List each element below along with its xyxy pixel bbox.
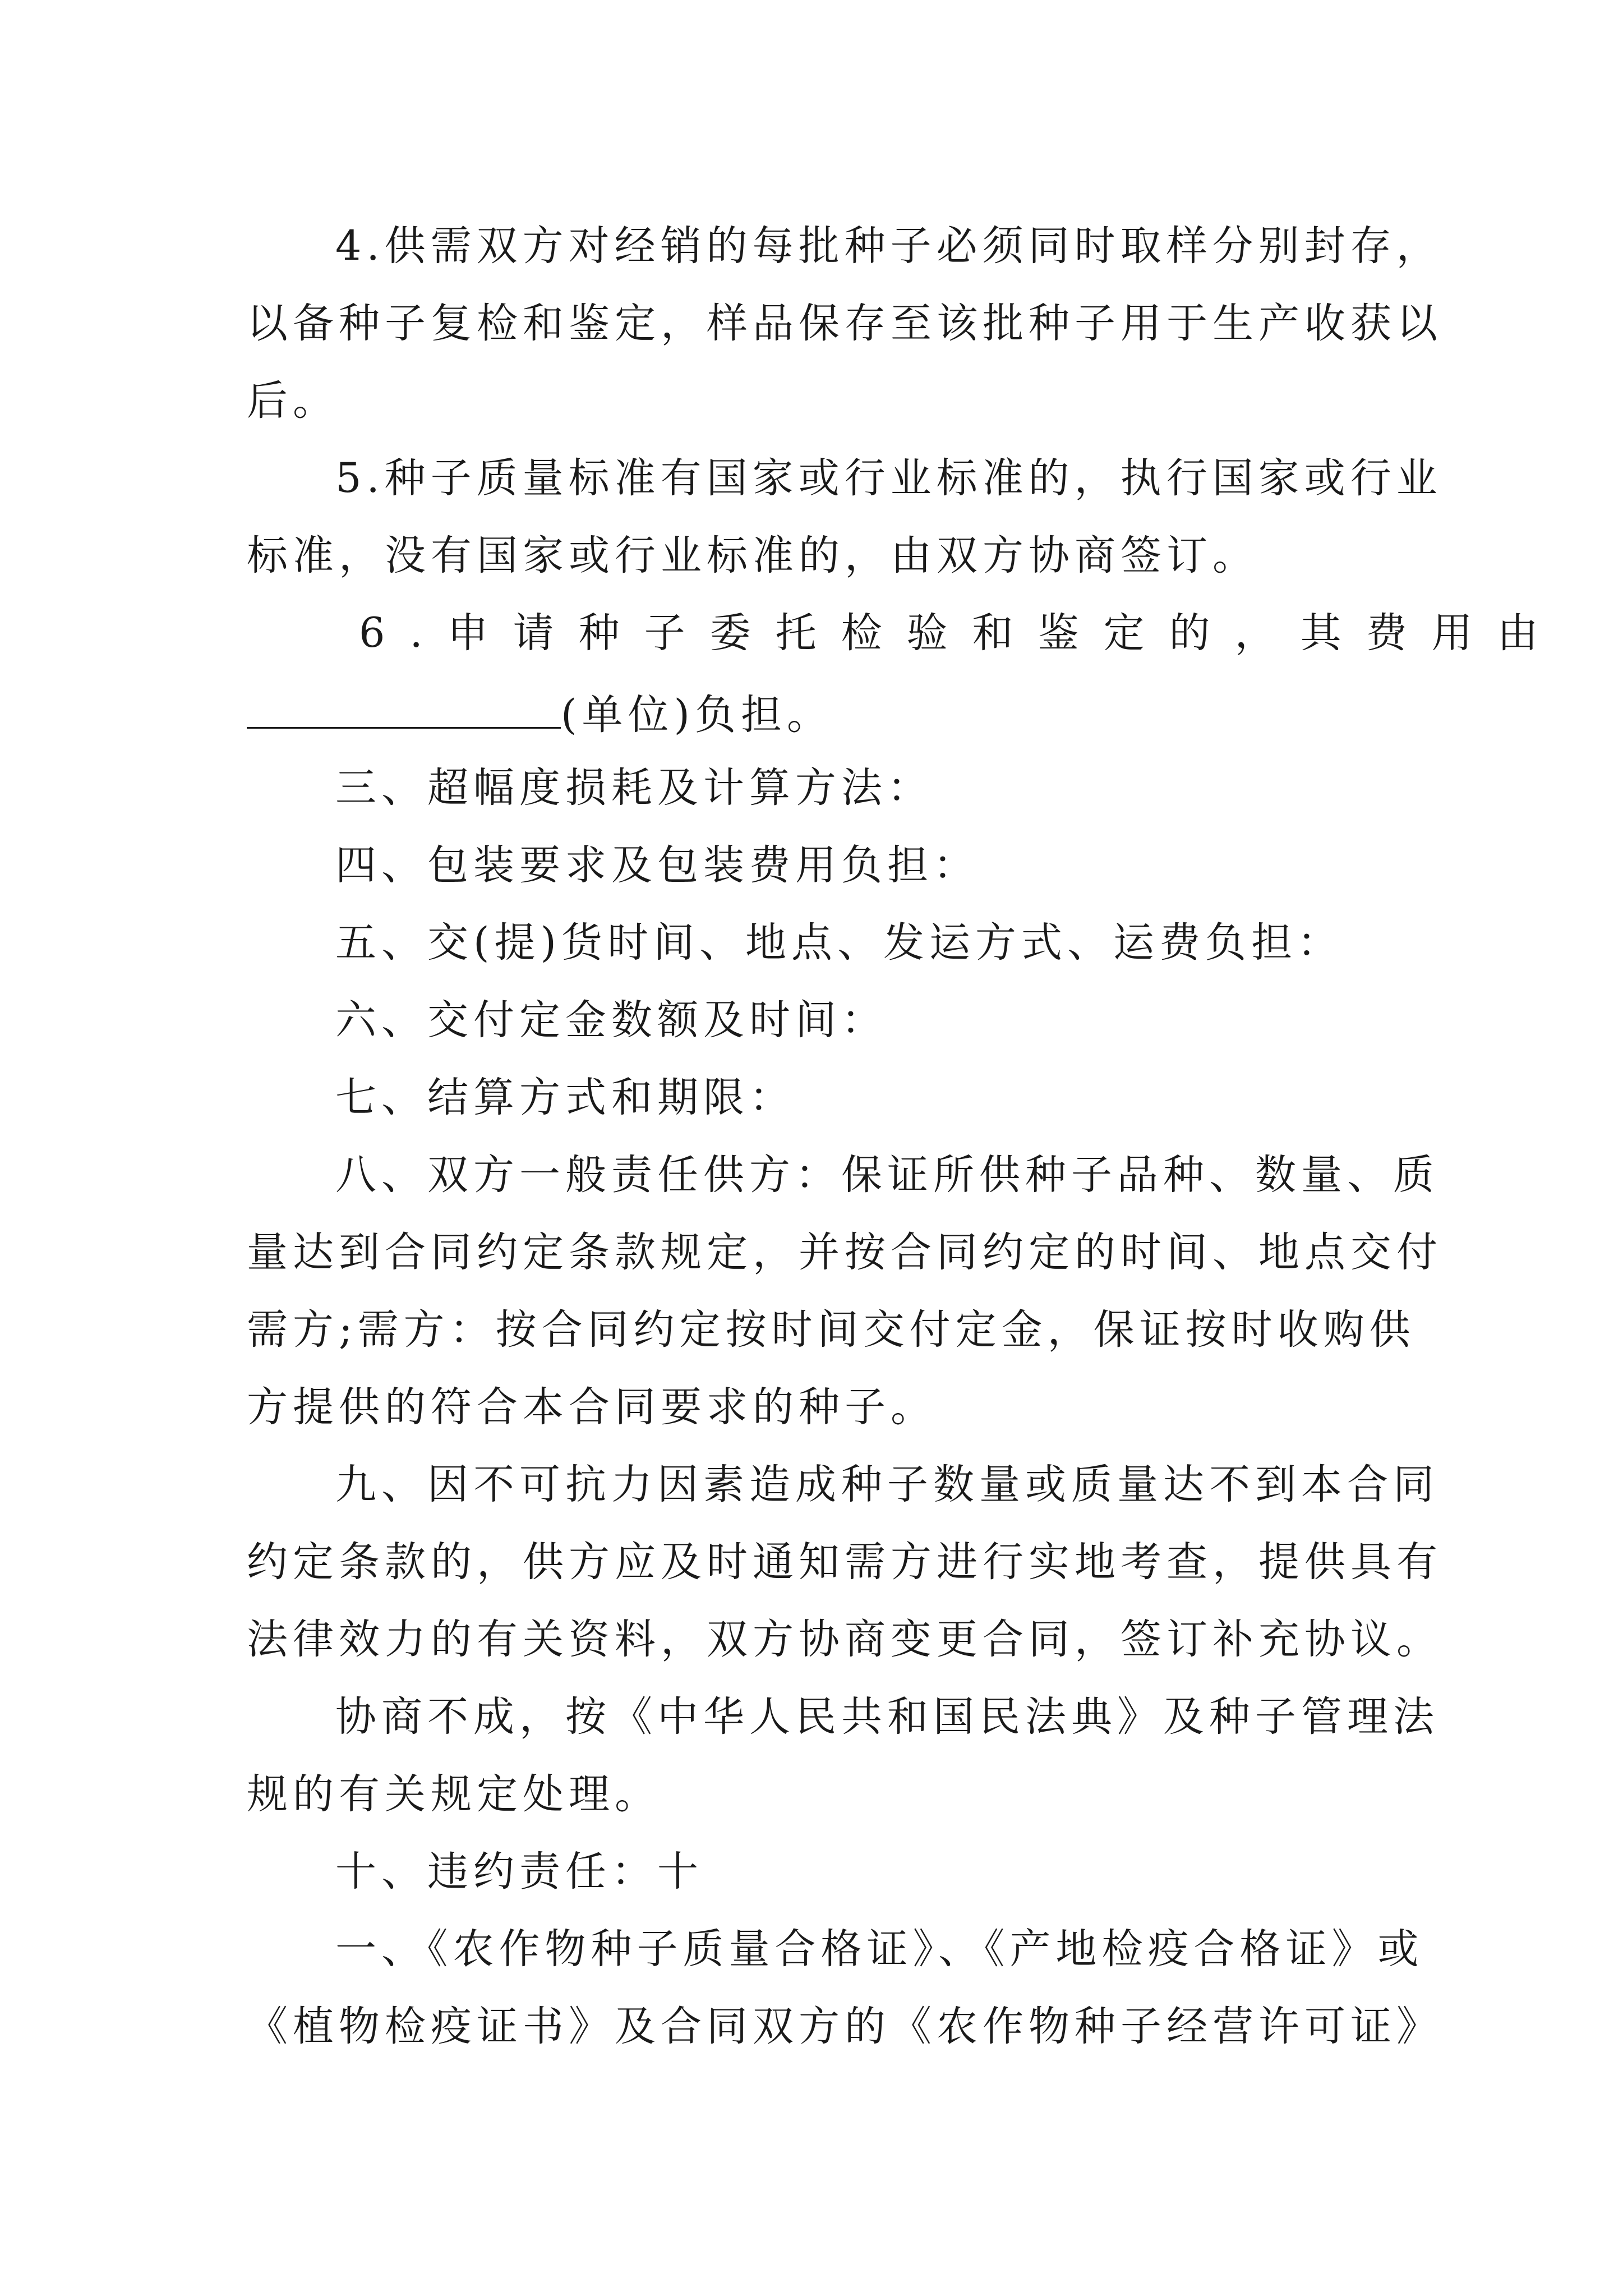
section-8-line-1: 八、双方一般责任供方：保证所供种子品种、数量、质 xyxy=(335,1151,1439,1199)
clause-5-line-2: 标准，没有国家或行业标准的，由双方协商签订。 xyxy=(247,532,1258,579)
section-8-line-3: 需方;需方：按合同约定按时间交付定金，保证按时收购供 xyxy=(247,1306,1415,1354)
clause-6-line-1: 6.申请种子委托检验和鉴定的，其费用由 xyxy=(359,609,1563,657)
clause-4-line-2: 以备种子复检和鉴定，样品保存至该批种子用于生产收获以 xyxy=(247,300,1442,347)
section-11-line-1: 一、《农作物种子质量合格证》、《产地检疫合格证》或 xyxy=(335,1925,1424,1973)
section-8-line-2: 量达到合同约定条款规定，并按合同约定的时间、地点交付 xyxy=(247,1228,1442,1276)
section-10-heading: 十、违约责任：十 xyxy=(335,1848,703,1895)
negotiation-line-2: 规的有关规定处理。 xyxy=(247,1770,661,1818)
section-8-line-4: 方提供的符合本合同要求的种子。 xyxy=(247,1383,937,1431)
fill-in-blank[interactable] xyxy=(247,690,561,729)
section-11-line-2: 《植物检疫证书》及合同双方的《农作物种子经营许可证》 xyxy=(247,2003,1442,2050)
section-7-heading: 七、结算方式和期限： xyxy=(335,1074,795,1121)
clause-4-line-3: 后。 xyxy=(247,377,339,425)
section-3-heading: 三、超幅度损耗及计算方法： xyxy=(335,764,933,812)
section-4-heading: 四、包装要求及包装费用负担： xyxy=(335,841,979,889)
negotiation-line-1: 协商不成，按《中华人民共和国民法典》及种子管理法 xyxy=(335,1693,1439,1741)
section-9-line-2: 约定条款的，供方应及时通知需方进行实地考查，提供具有 xyxy=(247,1538,1442,1586)
section-5-heading: 五、交(提)货时间、地点、发运方式、运费负担： xyxy=(335,919,1343,967)
section-9-line-1: 九、因不可抗力因素造成种子数量或质量达不到本合同 xyxy=(335,1461,1439,1508)
clause-5-line-1: 5.种子质量标准有国家或行业标准的，执行国家或行业 xyxy=(335,454,1442,502)
section-9-line-3: 法律效力的有关资料，双方协商变更合同，签订补充协议。 xyxy=(247,1616,1442,1663)
section-6-heading: 六、交付定金数额及时间： xyxy=(335,996,887,1044)
clause-6-unit-text: (单位)负担。 xyxy=(561,691,833,739)
clause-4-line-1: 4.供需双方对经销的每批种子必须同时取样分别封存， xyxy=(335,222,1442,270)
clause-6-line-2 xyxy=(247,690,833,739)
